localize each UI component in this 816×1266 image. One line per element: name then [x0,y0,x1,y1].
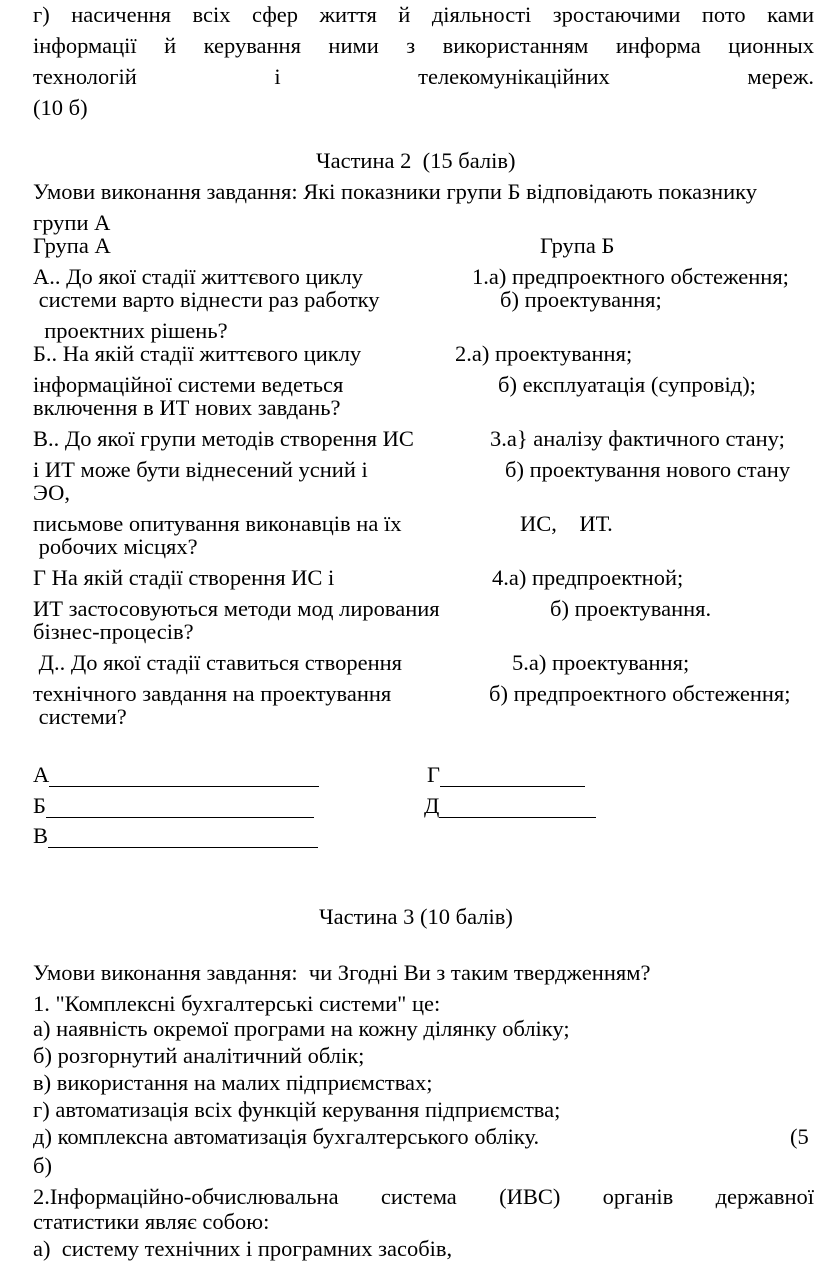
question-line: системи варто віднести раз работку [33,287,380,312]
question-1: 1. "Комплексні бухгалтерські системи" це: [33,991,441,1016]
condition-text: Умови виконання завдання: чи Згодні Ви з таким твердженням? [33,960,651,985]
answer-line[interactable] [48,827,318,848]
paragraph-line: технологій і телекомунікаційних мереж. [33,64,814,89]
group-b-header: Група Б [540,233,615,258]
question-line: інформаційної системи ведеться [33,372,344,397]
answer-option: 1.а) предпроектного обстеження; [472,264,789,289]
question-line: В.. До якої групи методів створення ИС [33,426,414,451]
answer-option: 3.а} аналізу фактичного стану; [490,426,785,451]
question-line: ЭО, [33,480,71,505]
answer-blank-d[interactable]: Д [424,795,596,818]
answer-option: ИС, ИТ. [520,511,613,536]
group-a-header: Група А [33,233,111,258]
question-line: А.. До якої стадії життєвого циклу [33,264,363,289]
question-line: проектних рішень? [33,318,228,343]
answer-blank-b[interactable]: Б [33,795,314,818]
question-line: Д.. До якої стадії ставиться створення [33,650,402,675]
answer-line[interactable] [49,766,319,787]
part2-title: Частина 2 (15 балів) [316,148,516,173]
condition-text: Умови виконання завдання: Які показники групи Б відповідають показнику [33,179,757,204]
points-label: (10 б) [33,95,88,120]
question-2: 2.Інформаційно-обчислювальна система (ИВС) органів державної [33,1184,814,1209]
question-line: і ИТ може бути віднесений усний і [33,457,368,482]
option-a: а) наявність окремої програми на кожну ділянку обліку; [33,1016,570,1041]
answer-blank-g[interactable]: Г [427,764,585,787]
option-g: г) автоматизація всіх функцій керування підприємства; [33,1097,561,1122]
points-label: (5 [790,1124,809,1149]
question-line: ИТ застосовуються методи мод лирования [33,596,440,621]
answer-blank-a[interactable]: А [33,764,319,787]
condition-text: групи А [33,210,111,235]
answer-option: 4.а) предпроектной; [492,565,684,590]
answer-line[interactable] [439,797,596,818]
answer-option: б) проектування. [550,596,712,621]
answer-option: б) проектування; [500,287,662,312]
answer-option: б) предпроектного обстеження; [489,681,791,706]
question-line: системи? [33,704,127,729]
points-label: б) [33,1153,52,1178]
answer-option: б) експлуатація (супровід); [498,372,756,397]
option-v: в) використання на малих підприємствах; [33,1070,433,1095]
question-2-cont: статистики являє собою: [33,1209,270,1234]
option-d: д) комплексна автоматизація бухгалтерського обліку. [33,1124,540,1149]
question-line: включення в ИТ нових завдань? [33,395,341,420]
question-line: Г На якій стадії створення ИС і [33,565,335,590]
question-line: робочих місцях? [33,534,198,559]
answer-option: б) проектування нового стану [505,457,791,482]
answer-option: 5.а) проектування; [512,650,690,675]
question-line: технічного завдання на проектування [33,681,392,706]
question-line: Б.. На якій стадії життєвого циклу [33,341,362,366]
paragraph-line: г) насичення всіх сфер життя й діяльності зростаючими пото ками [33,2,814,27]
question-line: бізнес-процесів? [33,619,194,644]
answer-blank-v[interactable]: В [33,825,318,848]
option-b: б) розгорнутий аналітичний облік; [33,1043,365,1068]
part3-title: Частина 3 (10 балів) [319,904,513,929]
answer-line[interactable] [46,797,314,818]
question-line: письмове опитування виконавців на їх [33,511,402,536]
answer-line[interactable] [440,766,585,787]
option-a: а) систему технічних і програмних засобів, [33,1236,453,1261]
answer-option: 2.а) проектування; [455,341,633,366]
paragraph-line: інформації й керування ними з використанням информа ционных [33,33,814,58]
